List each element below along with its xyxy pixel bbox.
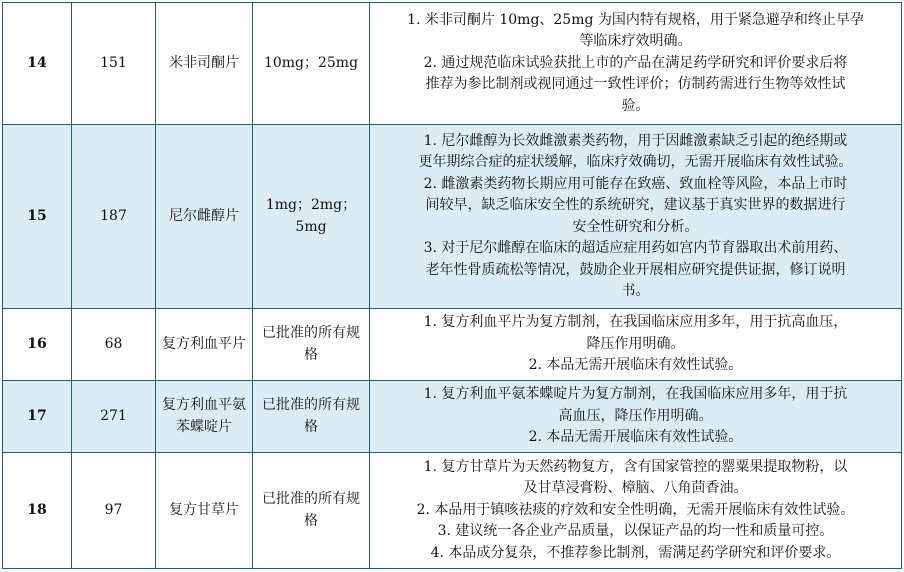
note-line: 2. 本品无需开展临床有效性试验。 <box>528 429 743 446</box>
row-drug-name: 复方利血平片 <box>156 309 253 381</box>
table-row <box>3 381 902 453</box>
note-line: 老年性骨质疏松等情况，鼓励企业开展相应研究提供证据，修订说明 <box>425 261 846 278</box>
table-row <box>3 3 902 125</box>
row-specification: 10mg；25mg <box>253 3 370 125</box>
drug-catalog-table <box>2 2 902 569</box>
row-catalog-number: 187 <box>72 125 156 309</box>
row-drug-name: 复方利血平氨苯蝶啶片 <box>156 381 253 453</box>
note-line: 等临床疗效明确。 <box>579 33 692 50</box>
note-line: 高血压，降压作用明确。 <box>558 407 713 424</box>
note-line: 2. 雌激素类药物长期应用可能存在致癌、致血栓等风险，本品上市时 <box>423 175 848 192</box>
row-specification: 已批准的所有规格 <box>253 453 370 569</box>
row-specification: 已批准的所有规格 <box>253 309 370 381</box>
note-line: 更年期综合症的症状缓解，临床疗效确切，无需开展临床有效性试验。 <box>418 154 853 170</box>
row-catalog-number: 271 <box>72 381 156 453</box>
note-line: 1. 复方甘草片为天然药物复方，含有国家管控的罂粟果提取物粉，以 <box>423 458 848 475</box>
row-notes <box>370 125 902 309</box>
row-serial-number: 16 <box>3 309 72 381</box>
table-row <box>3 453 902 569</box>
note-line: 1. 复方利血平氨苯蝶啶片为复方制剂，在我国临床应用多年，用于抗 <box>423 386 848 403</box>
note-line: 1. 复方利血平片为复方制剂，在我国临床应用多年，用于抗高血压， <box>423 314 848 331</box>
row-serial-number: 14 <box>3 3 72 125</box>
note-line: 安全性研究和分析。 <box>572 218 699 235</box>
row-drug-name: 尼尔雌醇片 <box>156 125 253 309</box>
row-notes <box>370 309 902 381</box>
table-row <box>3 125 902 309</box>
row-catalog-number: 97 <box>72 453 156 569</box>
note-line: 2. 本品无需开展临床有效性试验。 <box>528 357 743 374</box>
row-serial-number: 17 <box>3 381 72 453</box>
note-line: 1. 米非司酮片 10mg、25mg 为国内特有规格，用于紧急避孕和终止早孕 <box>407 11 864 28</box>
row-specification: 1mg；2mg；5mg <box>253 125 370 309</box>
note-line: 4. 本品成分复杂，不推荐参比制剂，需满足药学研究和评价要求。 <box>430 544 841 561</box>
note-line: 降压作用明确。 <box>586 335 685 352</box>
row-notes <box>370 453 902 569</box>
row-catalog-number: 151 <box>72 3 156 125</box>
note-line: 2. 本品用于镇咳祛痰的疗效和安全性明确，无需开展临床有效性试验。 <box>416 501 855 518</box>
note-line: 书。 <box>621 283 650 299</box>
note-line: 1. 尼尔雌醇为长效雌激素类药物，用于因雌激素缺乏引起的绝经期或 <box>423 132 848 149</box>
row-notes <box>370 3 902 125</box>
note-line: 3. 建议统一各企业产品质量，以保证产品的均一性和质量可控。 <box>437 523 834 540</box>
note-line: 间较早，缺乏临床安全性的系统研究，建议基于真实世界的数据进行 <box>425 197 846 213</box>
table-row <box>3 309 902 381</box>
note-line: 推荐为参比制剂或视同通过一致性评价；仿制药需进行生物等效性试 <box>425 76 846 93</box>
row-serial-number: 15 <box>3 125 72 309</box>
row-catalog-number: 68 <box>72 309 156 381</box>
note-line: 验。 <box>621 97 650 114</box>
row-specification: 已批准的所有规格 <box>253 381 370 453</box>
row-drug-name: 米非司酮片 <box>156 3 253 125</box>
row-serial-number: 18 <box>3 453 72 569</box>
note-line: 2. 通过规范临床试验获批上市的产品在满足药学研究和评价要求后将 <box>423 54 848 71</box>
row-notes <box>370 381 902 453</box>
note-line: 3. 对于尼尔雌醇在临床的超适应症用药如宫内节育器取出术前用药、 <box>423 240 848 256</box>
note-line: 及甘草浸膏粉、樟脑、八角茴香油。 <box>523 480 748 497</box>
row-drug-name: 复方甘草片 <box>156 453 253 569</box>
